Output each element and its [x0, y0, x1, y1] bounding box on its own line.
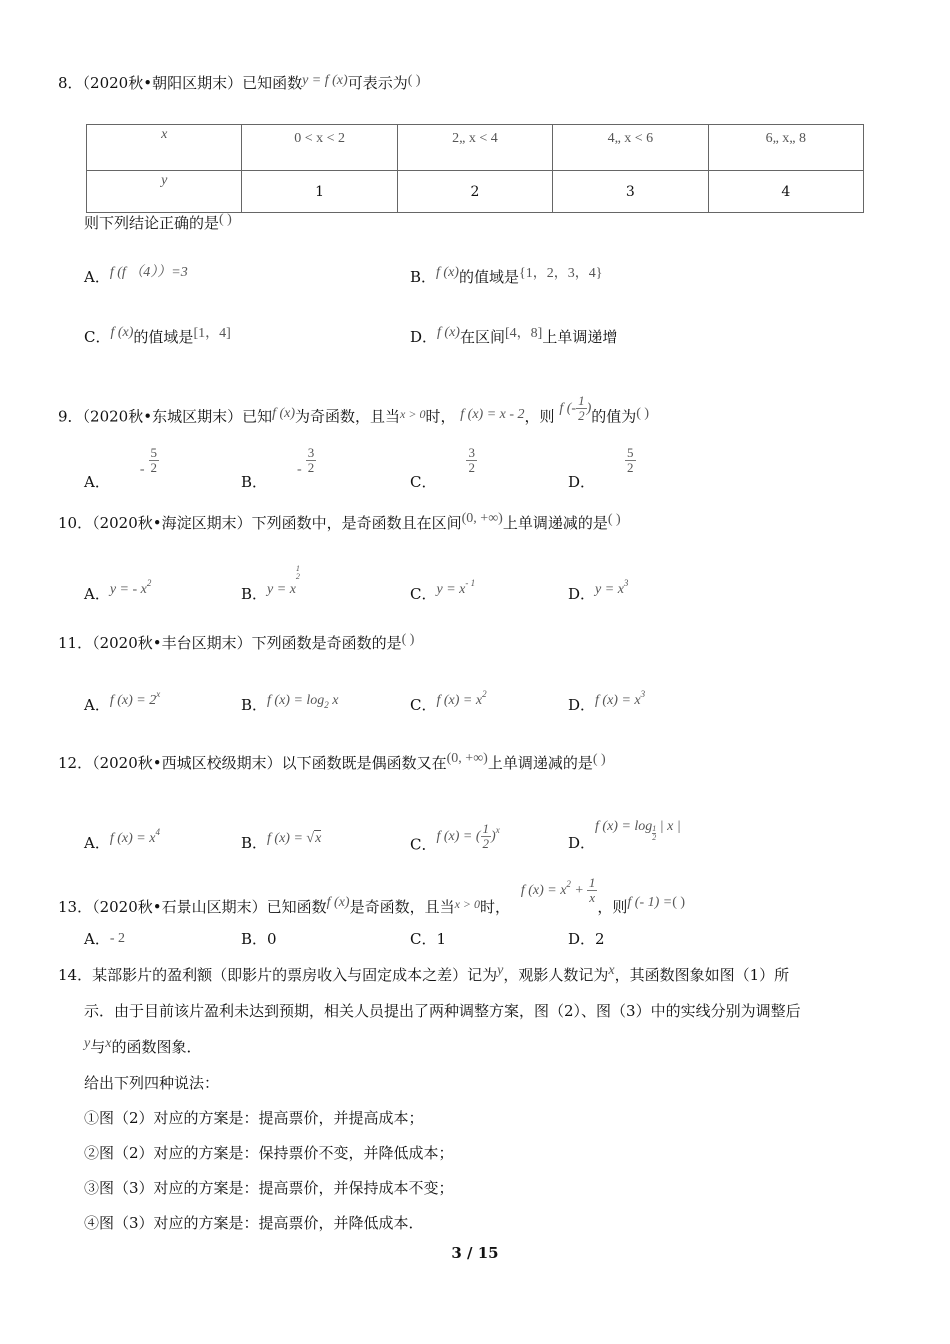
q14-statement: ④图（3）对应的方案是：提高票价，并降低成本． [84, 1214, 424, 1232]
q14-statement: ②图（2）对应的方案是：保持票价不变，并降低成本； [84, 1144, 454, 1162]
q14-intro: 给出下列四种说法： [84, 1074, 220, 1092]
option-label: B． [241, 585, 268, 603]
table-cell: 2„ x < 4 [397, 125, 552, 171]
q10-text: 下列函数中，是奇函数且在区间 [251, 514, 462, 532]
option-sign: - [139, 461, 145, 477]
q9-text: 为奇函数，且当 [295, 407, 401, 426]
option-label: A． [84, 585, 110, 603]
q14-number: 14． [58, 966, 93, 984]
q12-source: （2020秋•西城区校级期末） [92, 754, 282, 772]
q9-text: ，则 [524, 407, 555, 426]
q12-option-c[interactable] [410, 821, 500, 861]
q8-number: 8． [58, 74, 83, 92]
option-label: B． [241, 930, 268, 948]
option-set: [4，8] [504, 326, 543, 341]
fraction: $\frac{5}{2}$ [150, 445, 158, 475]
option-math: $y = x^3$ [595, 578, 629, 597]
option-math: f $(x) = x^4$ [109, 827, 160, 846]
q8-option-a[interactable] [84, 266, 188, 287]
q14-statement: ①图（2）对应的方案是：提高票价，并提高成本； [84, 1109, 424, 1127]
table-cell: 4„ x < 6 [553, 125, 708, 171]
q11-option-c[interactable] [410, 689, 487, 715]
option-text: 的值域是 [133, 328, 194, 346]
fraction: $\frac{1}{x}$ [588, 875, 596, 905]
q9-math3: f (x) = x - 2 [460, 406, 525, 422]
q11-answer-paren: ( ) [401, 632, 415, 647]
option-set: [1，4] [193, 326, 231, 341]
fraction: $\frac{3}{2}$ [307, 445, 315, 475]
q13-source: （2020秋•石景山区期末） [92, 897, 267, 916]
option-label: D． [568, 472, 596, 491]
q14-line-2: 示．由于目前该片盈利未达到预期，相关人员提出了两种调整方案，图（2）、图（3）中的实线分别为调整后 [84, 1002, 801, 1020]
q8-source: （2020秋•朝阳区期末） [82, 74, 243, 92]
option-math: f (x) = √x [267, 831, 322, 846]
option-label: D． [410, 328, 438, 346]
q11-text: 下列函数是奇函数的是 [251, 634, 402, 652]
q12-number: 12． [58, 754, 93, 772]
option-math: f $(x) = x^2$ [436, 689, 487, 708]
q8-followup-paren: ( ) [219, 212, 232, 227]
q8-followup [84, 212, 232, 233]
q8-option-b[interactable] [410, 266, 602, 287]
option-math: f (x) [110, 325, 134, 340]
option-math: f (f （4））=3 [109, 265, 188, 280]
q11-option-d[interactable] [568, 689, 646, 715]
option-math: $y = x^{- 1}$ [436, 578, 476, 597]
option-label: C． [84, 328, 111, 346]
option-label: C． [410, 696, 437, 714]
q9-math4: f (- $\frac{1}{2}$ ) [559, 393, 592, 423]
option-label: D． [568, 696, 596, 714]
q9-math1: f (x) [272, 405, 296, 421]
q12-option-d[interactable] [568, 819, 681, 853]
option-math: f $(x) = x^3$ [595, 689, 646, 708]
q9-math2: x > 0 [400, 406, 426, 421]
option-label: B． [410, 268, 437, 286]
q14-line-3: y与x的函数图象． [84, 1036, 202, 1056]
q13-option-d[interactable] [568, 928, 605, 949]
option-label: A． [84, 696, 110, 714]
option-label: A． [84, 268, 110, 286]
table-cell: 0 < x < 2 [242, 125, 397, 171]
q8-answer-paren: ( ) [407, 73, 421, 88]
option-math: f $(x) = 2^x$ [109, 689, 161, 708]
option-label: B． [241, 834, 268, 852]
q9-text: 时， [425, 407, 456, 426]
option-math: f (x) = log $\frac{1}{2}$ | x | [595, 819, 681, 842]
q11-option-b[interactable] [241, 694, 339, 715]
table-cell: 3 [553, 171, 708, 213]
option-label: A． [84, 834, 110, 852]
q14-math-x: x [608, 963, 615, 978]
option-label: C． [410, 930, 437, 948]
q12-stem [58, 752, 606, 773]
q10-option-b[interactable] [241, 564, 300, 604]
q8-text: 已知函数 [242, 74, 303, 92]
q10-text2: 上单调递减的是 [502, 514, 608, 532]
q10-answer-paren: ( ) [607, 512, 621, 527]
q10-interval: (0, +∞) [461, 511, 503, 526]
option-label: A． [84, 930, 110, 948]
table-row [87, 125, 864, 171]
q8-option-d[interactable] [410, 326, 617, 347]
option-math: y = - $x^2$ [109, 578, 152, 597]
table-cell: x [87, 125, 242, 171]
fraction: $\frac{1}{2}$ [578, 393, 585, 423]
option-set: {1，2，3，4} [518, 266, 603, 281]
q13-math2: x > 0 [454, 896, 481, 911]
q13-text: 时， [480, 897, 511, 916]
option-math: y = x 1 2 [267, 564, 300, 597]
q14-statement: ③图（3）对应的方案是：提高票价，并保持成本不变； [84, 1179, 454, 1197]
q13-math4: f (- 1) = [627, 894, 673, 910]
q9-text: 的值为 [591, 407, 637, 426]
q12-text2: 上单调递减的是 [487, 754, 593, 772]
q13-text: 已知函数 [266, 897, 327, 916]
q8-text2: 可表示为 [347, 74, 408, 92]
fraction: $\frac{1}{2}$ [482, 821, 490, 851]
q11-option-a[interactable] [84, 689, 161, 715]
q11-number: 11． [58, 634, 93, 652]
q13-math1: f (x) [326, 894, 350, 910]
q8-stem [58, 72, 421, 93]
q13-answer-paren: ( ) [672, 894, 686, 910]
q14-math-y: y [84, 1036, 91, 1051]
q10-option-c[interactable] [410, 578, 476, 604]
q13-option-c[interactable] [410, 928, 446, 949]
option-label: A． [84, 472, 110, 491]
q10-option-a[interactable] [84, 578, 152, 604]
option-label: D． [568, 930, 596, 948]
q9-answer-paren: ( ) [636, 405, 650, 421]
option-label: B． [241, 696, 268, 714]
option-label: C． [410, 835, 437, 854]
option-text: 在区间 [459, 328, 505, 346]
q13-math3: f $(x) = x^2$ + $\frac{1}{x}$ [520, 875, 596, 905]
q12-text: 以下函数既是偶函数又在 [281, 754, 447, 772]
option-math: f (x) [437, 325, 460, 340]
option-text: 的值域是 [458, 268, 519, 286]
option-value: - 2 [109, 931, 126, 946]
page-number: 3 / 15 [451, 1244, 499, 1262]
q9-stem [58, 393, 650, 433]
q13-text: ，则 [597, 897, 628, 916]
q9-option-a[interactable] [84, 445, 159, 491]
q11-stem [58, 632, 414, 653]
fraction: $\frac{3}{2}$ [468, 445, 475, 475]
fraction: $\frac{5}{2}$ [627, 445, 634, 475]
option-value: 0 [267, 930, 277, 948]
q8-followup-text: 则下列结论正确的是 [84, 214, 220, 232]
option-label: C． [410, 585, 437, 603]
q8-table [86, 124, 864, 213]
q13-option-b[interactable] [241, 928, 277, 949]
q12-option-a[interactable] [84, 827, 160, 853]
q13-text: 是奇函数，且当 [349, 897, 455, 916]
q14-line-1: 14．某部影片的盈利额（即影片的票房收入与固定成本之差）记为y，观影人数记为x，其函数图象如图（1）所 [58, 963, 790, 984]
q9-option-c[interactable] [410, 445, 477, 491]
table-cell: 6„ x„ 8 [708, 125, 863, 171]
q8-function: y = f (x) [302, 73, 348, 88]
q9-text: 已知 [242, 407, 273, 426]
option-label: B． [241, 472, 268, 491]
option-label: D． [568, 834, 596, 852]
q13-number: 13． [58, 897, 93, 916]
q9-number: 9． [58, 407, 83, 426]
option-label: C． [410, 472, 437, 491]
option-value: 2 [595, 930, 605, 948]
table-cell: 2 [397, 171, 552, 213]
table-cell: 1 [242, 171, 397, 213]
q8-option-c[interactable] [84, 326, 231, 347]
option-label: D． [568, 585, 596, 603]
option-value: 1 [436, 930, 447, 948]
option-text: 上单调递增 [542, 328, 618, 346]
q13-option-a[interactable] [84, 928, 125, 949]
option-math: f (x) [436, 265, 459, 280]
table-row [87, 171, 864, 213]
option-math: f $(x) = \log_2 x$ [267, 693, 339, 710]
q12-option-b[interactable] [241, 832, 321, 853]
q14-math-y: y [497, 963, 504, 978]
q10-source: （2020秋•海淀区期末） [92, 514, 252, 532]
q9-option-b[interactable] [241, 445, 316, 491]
q12-interval: (0, +∞) [446, 751, 488, 766]
q10-number: 10． [58, 514, 93, 532]
table-cell: y [87, 171, 242, 213]
table-cell: 4 [708, 171, 863, 213]
q9-option-d[interactable] [568, 445, 636, 491]
q14-math-x: x [105, 1036, 112, 1051]
q10-stem [58, 512, 621, 533]
q12-answer-paren: ( ) [592, 752, 606, 767]
q10-option-d[interactable] [568, 578, 629, 604]
option-sign: - [297, 461, 302, 477]
q13-stem [58, 875, 686, 916]
q11-source: （2020秋•丰台区期末） [92, 634, 252, 652]
option-math: f (x) = ( $\frac{1}{2}$ )$^x$ [436, 821, 500, 851]
q9-source: （2020秋•东城区期末） [82, 407, 243, 426]
